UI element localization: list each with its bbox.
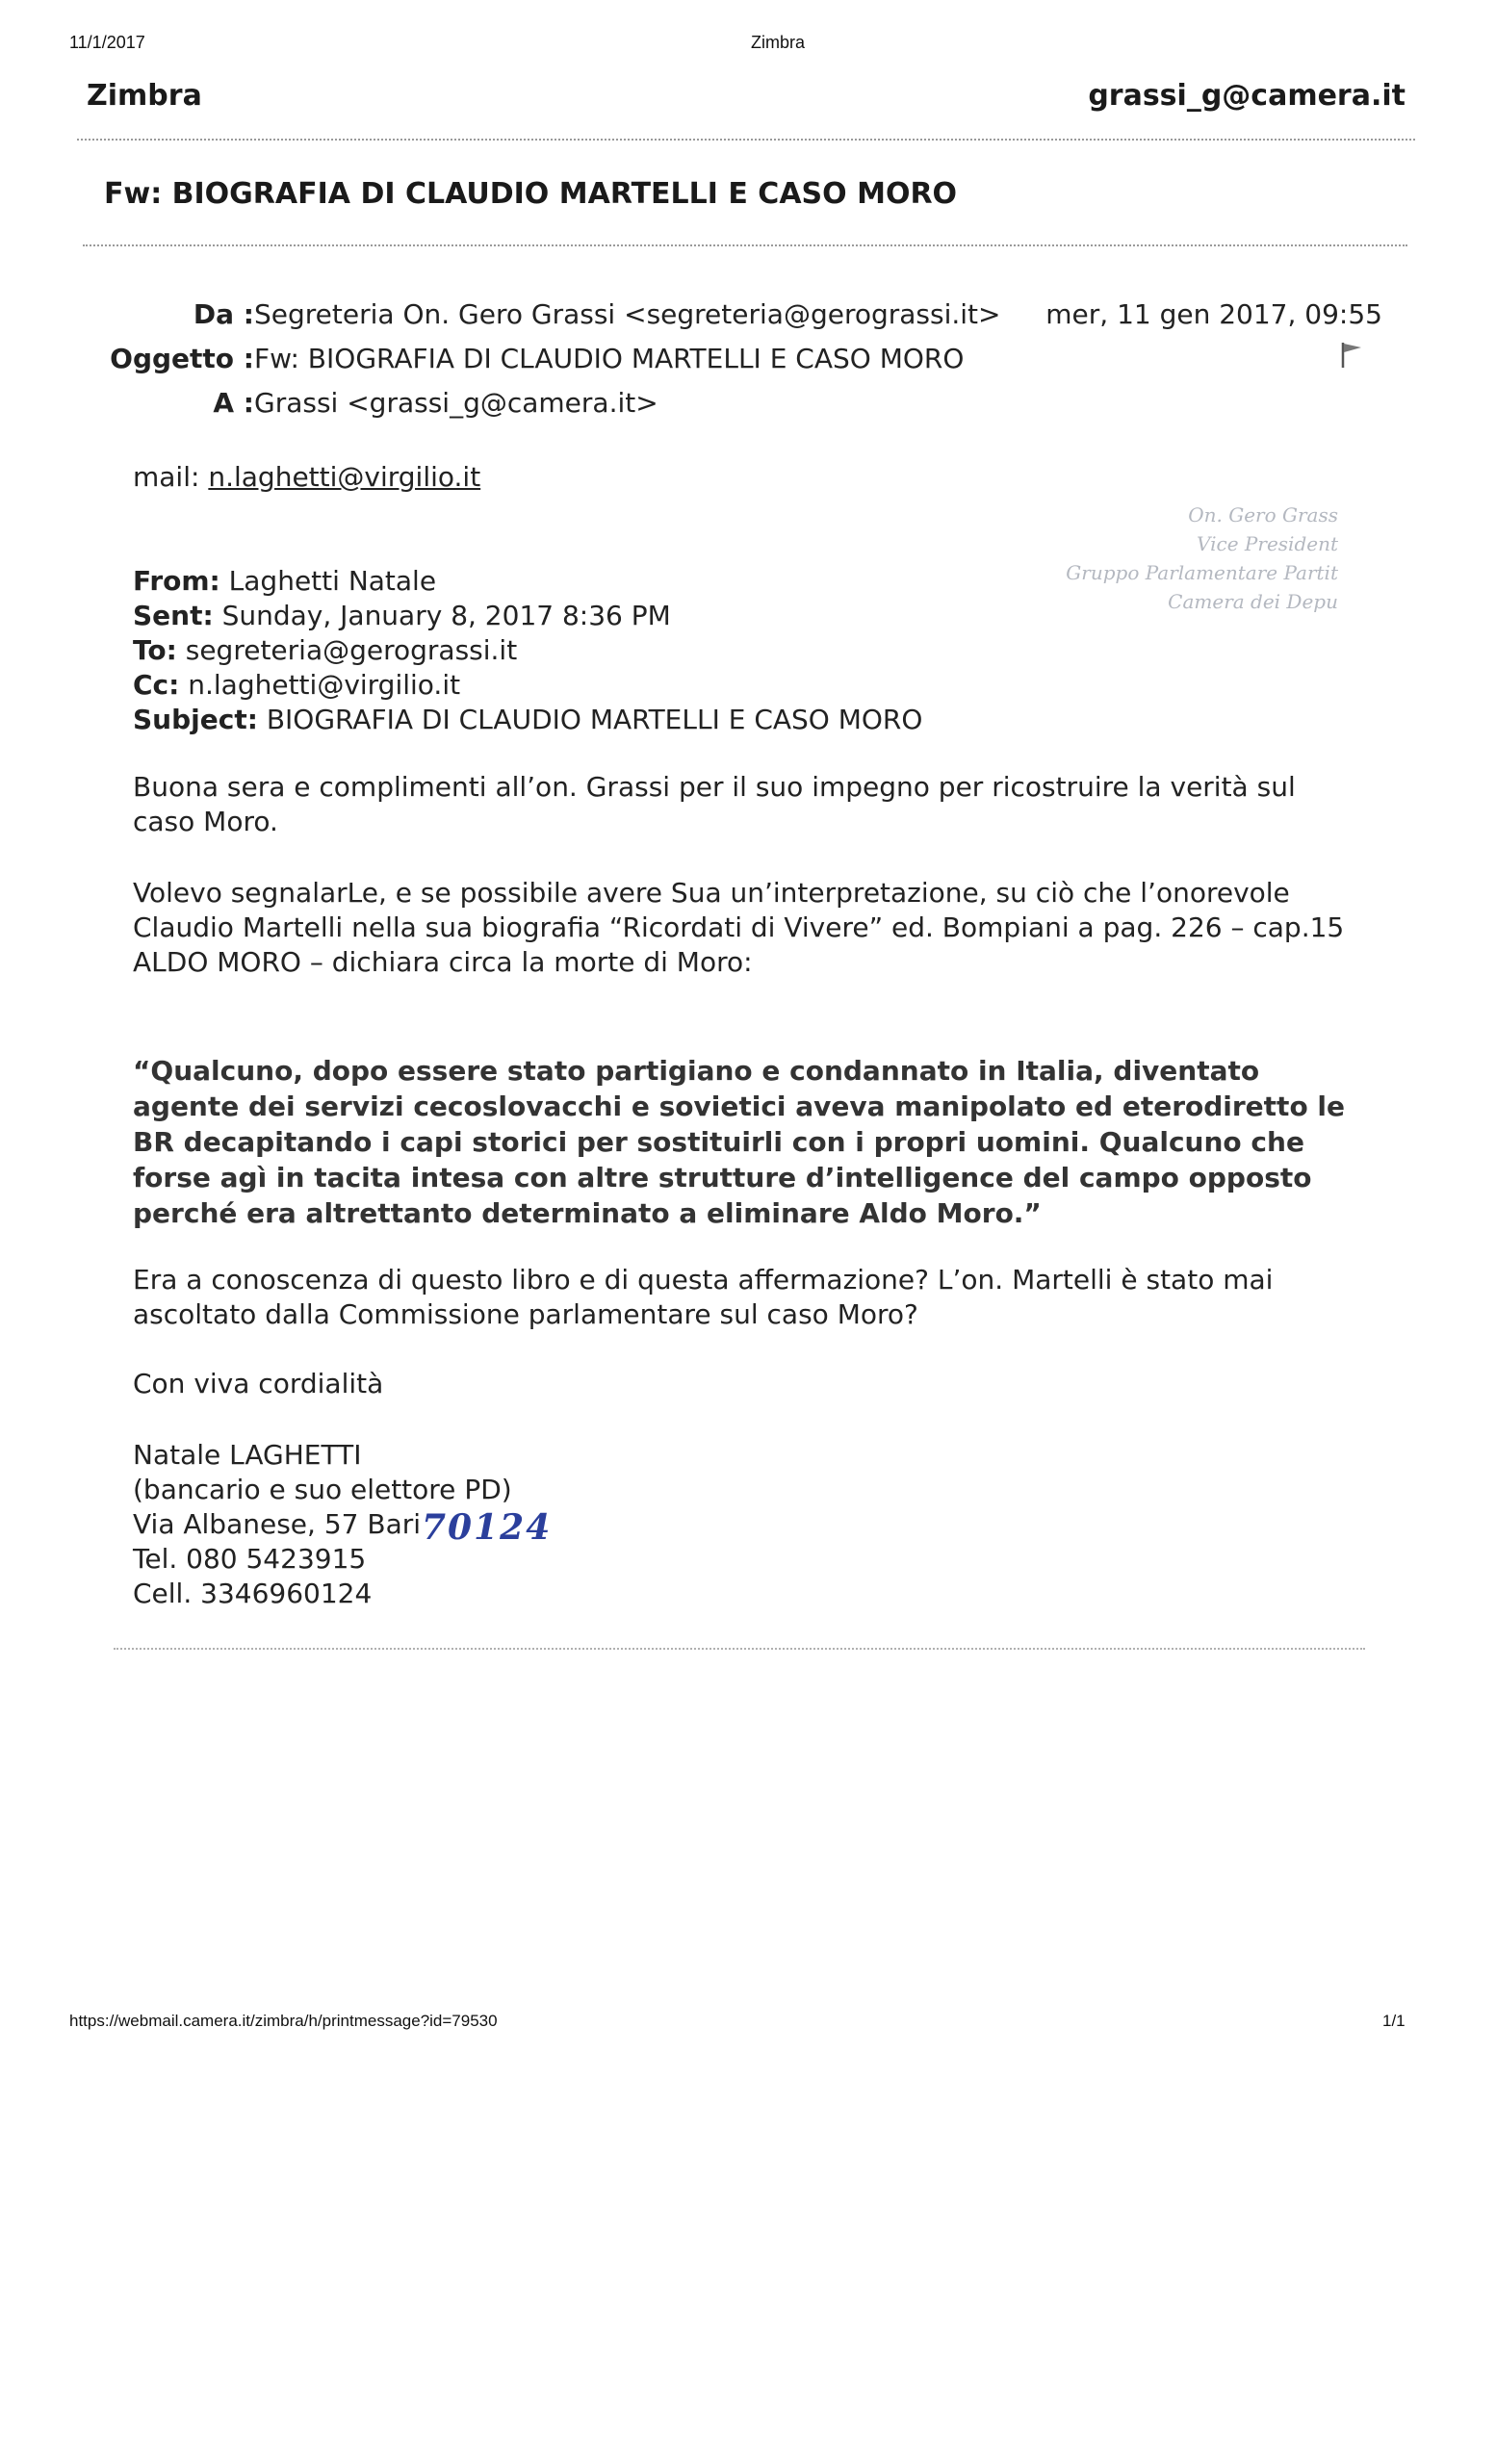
flag-icon[interactable] bbox=[1340, 341, 1365, 370]
official-stamp bbox=[934, 500, 1338, 616]
to-value: Grassi <grassi_g@camera.it> bbox=[254, 387, 658, 419]
fwd-sent-value: Sunday, January 8, 2017 8:36 PM bbox=[221, 600, 671, 631]
subject-divider bbox=[83, 244, 1407, 246]
message-date: mer, 11 gen 2017, 09:55 bbox=[1045, 298, 1382, 330]
body-quote: “Qualcuno, dopo essere stato partigiano e condannato in Italia, diventato agente dei servizi cecoslovacchi e sovietici aveva manipolato ed eterodiretto le BR decapitando i capi storici per sostituirli con i propri uomini. Qualcuno che forse agì in tacita intesa con altre strutture d’intelligence del campo opposto perché era altrettanto determinato a eliminare Aldo Moro.” bbox=[133, 1055, 1346, 1229]
fwd-subject bbox=[133, 703, 922, 737]
body-paragraph-1: Buona sera e complimenti all’on. Grassi per il suo impegno per ricostruire la verità sul caso Moro. bbox=[133, 771, 1296, 837]
signature-note: (bancario e suo elettore PD) bbox=[133, 1474, 512, 1505]
footer-divider bbox=[114, 1648, 1365, 1650]
fwd-from-value: Laghetti Natale bbox=[228, 565, 437, 597]
print-title: Zimbra bbox=[751, 33, 806, 52]
subject-label: Oggetto : bbox=[110, 343, 254, 374]
body-closing: Con viva cordialità bbox=[133, 1368, 384, 1399]
fwd-from bbox=[133, 564, 922, 599]
fwd-subject-value: BIOGRAFIA DI CLAUDIO MARTELLI E CASO MORO bbox=[266, 704, 923, 735]
stamp-line-1: On. Gero Grass bbox=[1188, 503, 1338, 526]
forwarded-headers bbox=[133, 564, 922, 737]
app-brand: Zimbra bbox=[87, 79, 202, 113]
stamp-line-4: Camera dei Depu bbox=[1168, 590, 1338, 613]
stamp-line-2: Vice President bbox=[1197, 532, 1338, 555]
signature-name: Natale LAGHETTI bbox=[133, 1439, 362, 1471]
from-label: Da : bbox=[193, 298, 254, 330]
header-divider bbox=[77, 139, 1415, 141]
body-paragraph-3: Era a conoscenza di questo libro e di questa affermazione? L’on. Martelli è stato mai ascoltato dalla Commissione parlamentare sul caso Moro? bbox=[133, 1264, 1274, 1330]
subject-value: Fw: BIOGRAFIA DI CLAUDIO MARTELLI E CASO MORO bbox=[254, 343, 965, 374]
print-url: https://webmail.camera.it/zimbra/h/printmessage?id=79530 bbox=[69, 2012, 498, 2030]
signature-cell: Cell. 3346960124 bbox=[133, 1578, 373, 1609]
fwd-to bbox=[133, 633, 922, 668]
body-paragraph-2: Volevo segnalarLe, e se possibile avere Sua un’interpretazione, su ciò che l’onorevole Claudio Martelli nella sua biografia “Ricordati di Vivere” ed. Bompiani a pag. 226 – cap.15 ALDO MORO – dichiara circa la morte di Moro: bbox=[133, 877, 1345, 978]
fwd-sent bbox=[133, 599, 922, 633]
fwd-cc-value: n.laghetti@virgilio.it bbox=[188, 669, 461, 701]
mail-line bbox=[133, 460, 480, 495]
print-date: 11/1/2017 bbox=[69, 33, 145, 52]
mail-link[interactable]: n.laghetti@virgilio.it bbox=[208, 461, 481, 493]
fwd-cc-label: Cc: bbox=[133, 669, 180, 701]
print-page: 1/1 bbox=[1382, 2012, 1406, 2030]
fwd-cc bbox=[133, 668, 922, 703]
signature-tel: Tel. 080 5423915 bbox=[133, 1543, 367, 1575]
message-subject-title: Fw: BIOGRAFIA DI CLAUDIO MARTELLI E CASO MORO bbox=[104, 177, 958, 211]
signature-address: Via Albanese, 57 Bari bbox=[133, 1508, 422, 1540]
stamp-line-3: Gruppo Parlamentare Partit bbox=[1066, 561, 1338, 584]
fwd-to-value: segreteria@gerograssi.it bbox=[185, 634, 518, 666]
fwd-from-label: From: bbox=[133, 565, 220, 597]
account-email: grassi_g@camera.it bbox=[1088, 79, 1406, 113]
mail-label: mail: bbox=[133, 461, 200, 493]
fwd-to-label: To: bbox=[133, 634, 177, 666]
from-value: Segreteria On. Gero Grassi <segreteria@gerograssi.it> bbox=[254, 298, 1001, 330]
fwd-subject-label: Subject: bbox=[133, 704, 258, 735]
fwd-sent-label: Sent: bbox=[133, 600, 214, 631]
to-label: A : bbox=[213, 387, 254, 419]
handwritten-zip: 70124 bbox=[422, 1507, 553, 1548]
